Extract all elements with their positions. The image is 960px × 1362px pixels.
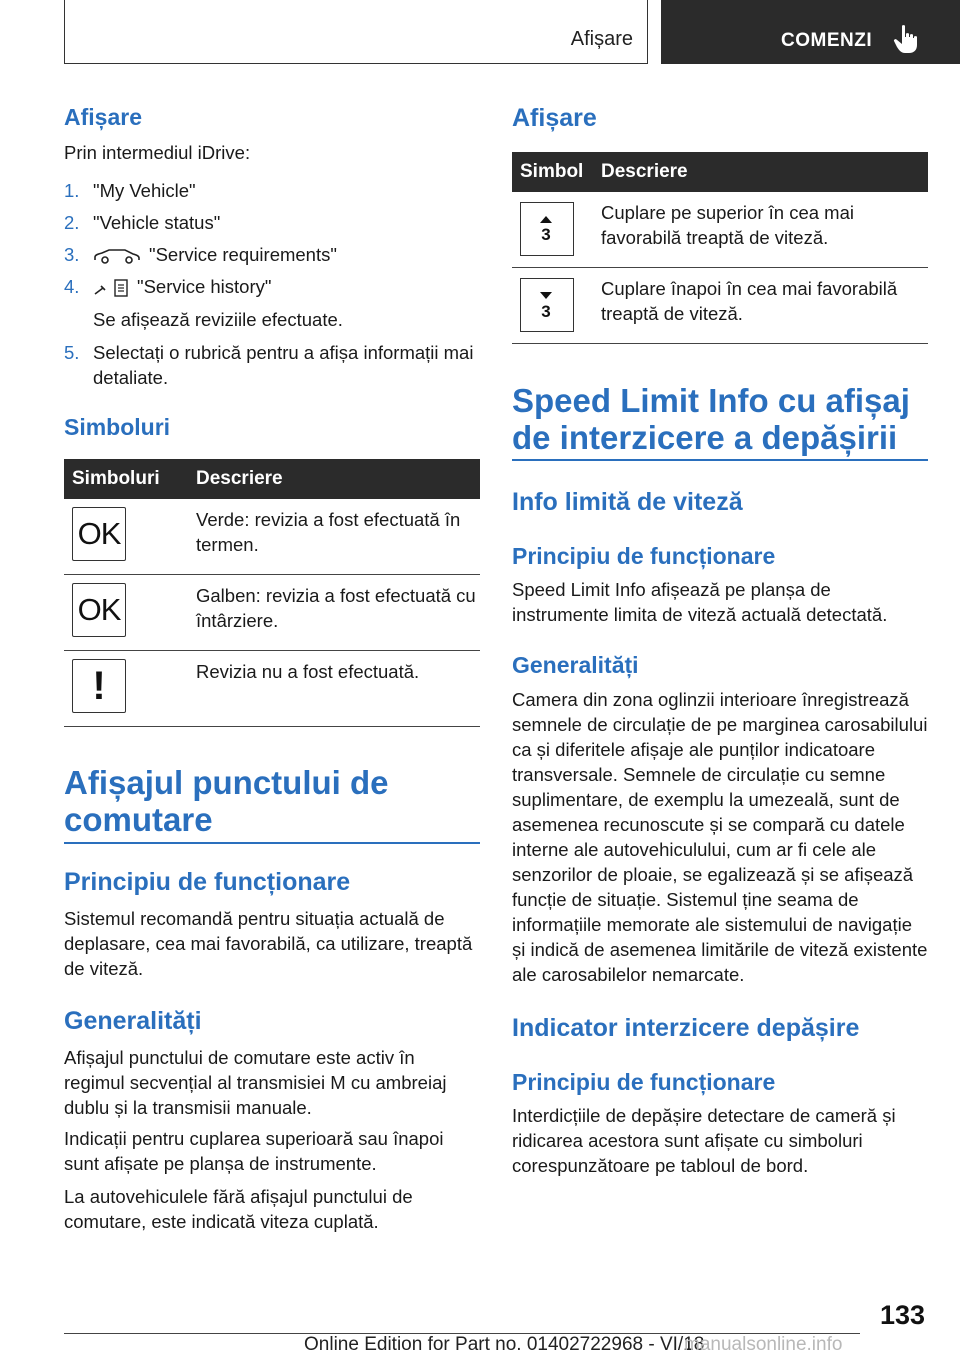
general-paragraph-1: Afișajul punctului de comutare este activ în regimul secvențial al transmisiei M cu ambreiaj dublu și la transmisii manuale.	[64, 1047, 447, 1118]
general-paragraph-2: Indicații pentru cuplarea superioară sau înapoi sunt afișate pe planșa de instrumente.	[64, 1128, 444, 1174]
table-row: 3 Cuplare înapoi în cea mai favorabilă treaptă de viteză.	[512, 268, 928, 344]
principiu-text-right: Speed Limit Info afișează pe planșa de instrumente limita de viteză actuală detectată.	[512, 579, 888, 625]
principiu2-heading: Principiu de funcționare	[512, 1069, 776, 1095]
svg-text:3: 3	[541, 302, 551, 321]
indicator-heading: Indicator interzicere depășire	[512, 1014, 860, 1042]
principiu-heading: Principiu de funcționare	[64, 868, 351, 896]
speed-limit-info-heading: Speed Limit Info cu afișaj de interzicere a depășirii	[512, 382, 910, 456]
heading-rule	[64, 842, 480, 844]
afisare-heading: Afișare	[64, 104, 142, 130]
svg-text:3: 3	[541, 225, 551, 244]
service-history-icon	[93, 278, 129, 298]
table-row: 3 Cuplare pe superior în cea mai favorabilă treaptă de viteză.	[512, 192, 928, 268]
footer-edition: Online Edition for Part no. 01402722968 - VI/18	[304, 1334, 705, 1355]
principiu-heading-right: Principiu de funcționare	[512, 543, 776, 569]
table-row: OK Verde: revizia a fost efectuată în termen.	[64, 499, 480, 575]
afisare-heading-right: Afișare	[512, 104, 597, 132]
ok-yellow-symbol: OK	[72, 583, 126, 637]
simboluri-heading: Simboluri	[64, 414, 171, 440]
general-heading-right: Generalități	[512, 652, 639, 678]
header-chapter-tab[interactable]	[661, 0, 960, 64]
symbols-table	[64, 459, 480, 727]
general-text-right: Camera din zona oglinzii interioare înregistrează semnele de circulație de pe marginea carosabilului ca și diferitele afișaje ale punților indicatoare transversale. Semnele de circulație cu semne suplimentare, de exemplu la umezeală, sunt de asemenea recunoscute și se compară cu datele interne ale autovehiculului, cum ar fi cele ale senzorilor de ploaie, se egalizează și se afișează funcție de situație. Sistemul ține seama de informațiile memorate ale sistemului de navigație și indică de asemenea limitările de viteză existente ale carosabilelor nemarcate.	[512, 689, 928, 985]
header-section-title: Afișare	[570, 28, 633, 50]
idrive-intro: Prin intermediul iDrive:	[64, 142, 251, 163]
table-row: OK Galben: revizia a fost efectuată cu întârziere.	[64, 575, 480, 651]
hand-pointer-icon	[893, 24, 919, 54]
shift-point-heading: Afișajul punctului de comutare	[64, 764, 389, 838]
general-paragraph-3: La autovehiculele fără afișajul punctului de comutare, este indicată viteza cuplată.	[64, 1186, 413, 1232]
gear-table	[512, 152, 928, 344]
header-section-box	[64, 0, 648, 64]
table-header: Simbol Descriere	[512, 152, 928, 192]
table-row: ! Revizia nu a fost efectuată.	[64, 651, 480, 727]
info-limita-heading: Info limită de viteză	[512, 488, 743, 516]
page-number: 133	[880, 1300, 926, 1330]
principiu-text: Sistemul recomandă pentru situația actuală de deplasare, cea mai favorabilă, ca utilizare, treaptă de viteză.	[64, 908, 473, 979]
gear-down-icon	[520, 278, 574, 332]
exclamation-symbol: !	[72, 659, 126, 713]
general-heading: Generalități	[64, 1007, 202, 1035]
car-service-icon	[93, 247, 141, 265]
ok-green-symbol: OK	[72, 507, 126, 561]
watermark: manualsonline.info	[684, 1334, 843, 1355]
header-chapter-label: COMENZI	[781, 30, 873, 51]
gear-up-icon	[520, 202, 574, 256]
heading-rule	[512, 459, 928, 461]
principiu2-text: Interdicțiile de depășire detectare de cameră și ridicarea acestora sunt afișate cu simboluri corespunzătoare pe tabloul de bord.	[512, 1105, 896, 1176]
table-header: Simboluri Descriere	[64, 459, 480, 499]
